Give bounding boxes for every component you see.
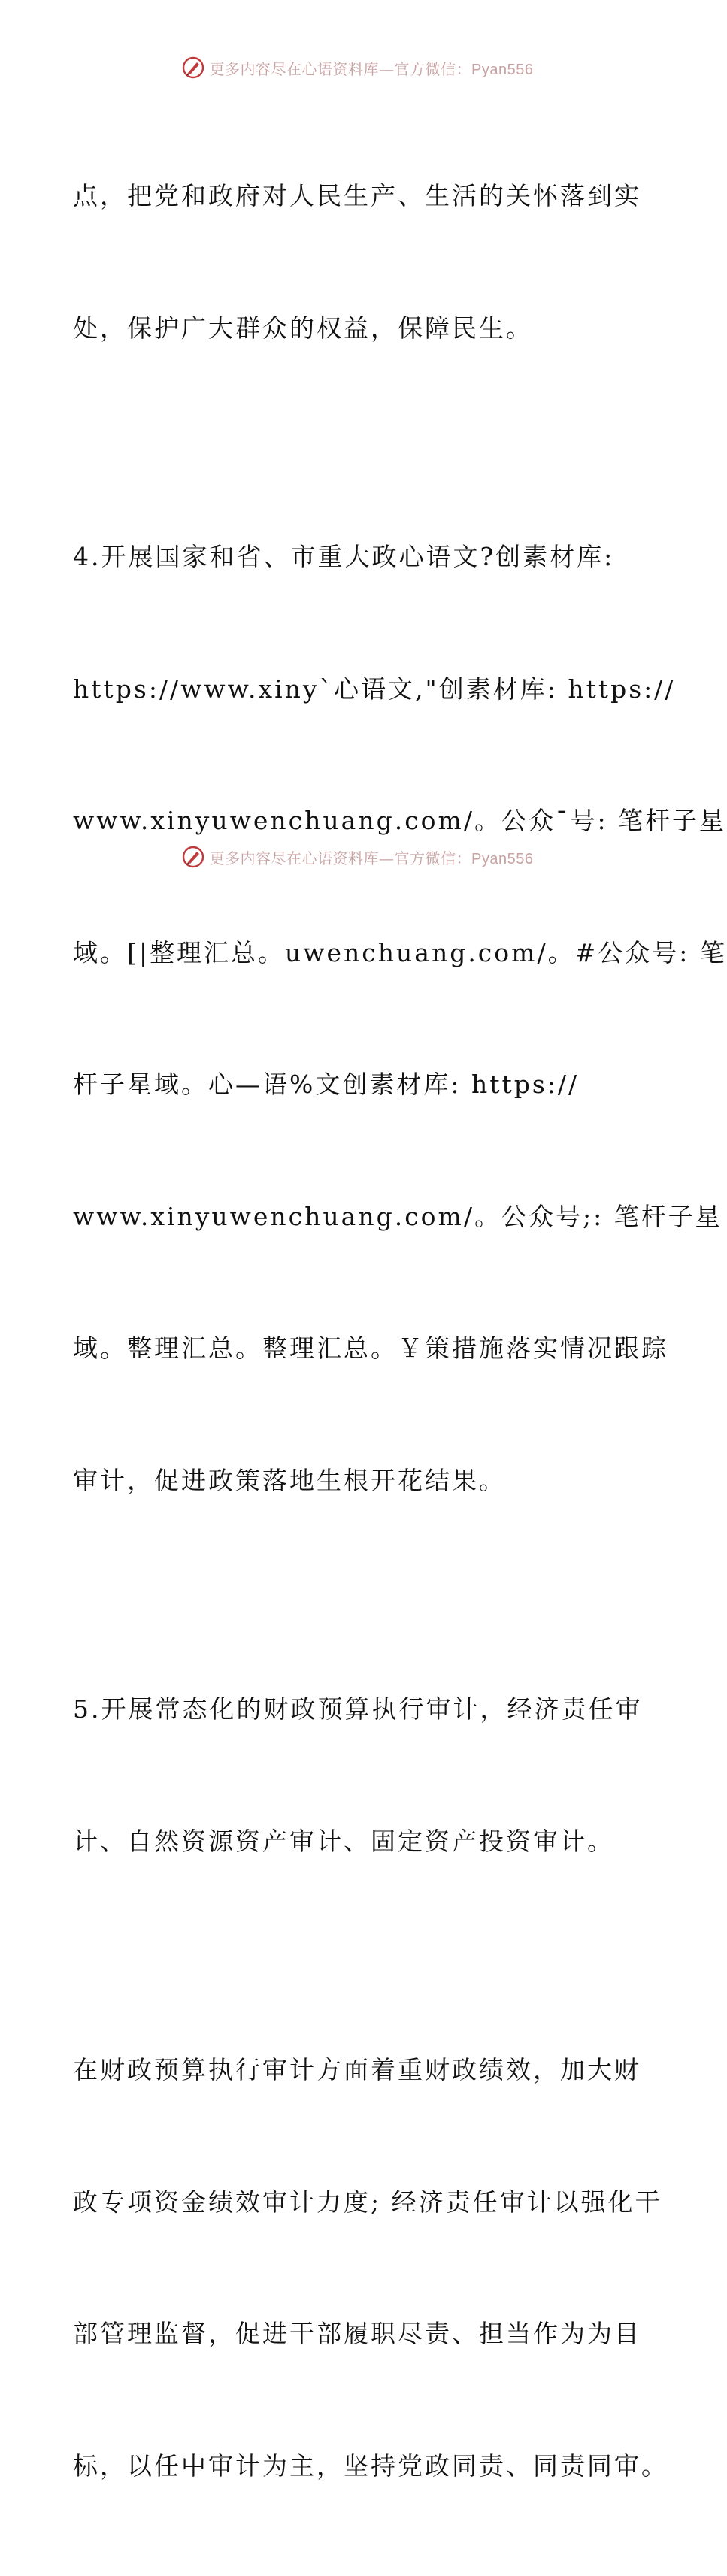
text-line: 点，把党和政府对人民生产、生活的关怀落到实 bbox=[73, 181, 641, 210]
paragraph-item-4 bbox=[73, 447, 727, 1591]
paragraph-item-5 bbox=[73, 1600, 644, 1951]
text-line: 政专项资金绩效审计力度; 经济责任审计以强化干 bbox=[73, 2187, 662, 2217]
footer-watermark bbox=[0, 842, 714, 872]
watermark-text bbox=[210, 57, 534, 79]
header-watermark bbox=[0, 53, 714, 83]
watermark-handle: Pyan556 bbox=[471, 61, 534, 78]
text-line: 计、自然资源资产审计、固定资产投资审计。 bbox=[73, 1826, 614, 1856]
text-line: 4.开展国家和省、市重大政心语文?创素材库: bbox=[73, 542, 615, 571]
text-line: 标，以任中审计为主，坚持党政同责、同责同审。 bbox=[73, 2450, 668, 2481]
text-line: 在财政预算执行审计方面着重财政绩效，加大财 bbox=[73, 2055, 641, 2084]
watermark-label: 更多内容尽在心语资料库—官方微信： bbox=[209, 59, 472, 78]
text-line: 域。[|整理汇总。uwenchuang.com/。#公众号: 笔 bbox=[73, 937, 727, 967]
text-line: 域。整理汇总。整理汇总。￥策措施落实情况跟踪 bbox=[73, 1333, 668, 1363]
paragraph-budget-audit bbox=[73, 1960, 668, 2576]
text-line: 5.开展常态化的财政预算执行审计，经济责任审 bbox=[73, 1694, 643, 1724]
text-line: www.xinyuwenchuang.com/。公众号;: 笔杆子星 bbox=[73, 1201, 722, 1231]
text-line: www.xinyuwenchuang.com/。公众¯号: 笔杆子星 bbox=[73, 806, 727, 835]
text-line: 杆子星域。心—语%文创素材库: https:// bbox=[73, 1070, 580, 1099]
watermark-text bbox=[210, 846, 534, 868]
watermark-label: 更多内容尽在心语资料库—官方微信： bbox=[209, 849, 472, 867]
text-line: 处，保护广大群众的权益，保障民生。 bbox=[73, 313, 533, 343]
text-line: 审计，促进政策落地生根开花结果。 bbox=[73, 1465, 506, 1495]
document-body bbox=[73, 86, 727, 2576]
paragraph-continuation bbox=[73, 86, 644, 438]
pen-logo-icon bbox=[181, 56, 205, 80]
pen-logo-icon bbox=[181, 845, 205, 869]
text-line: 部管理监督，促进干部履职尽责、担当作为为目 bbox=[73, 2319, 641, 2348]
watermark-handle: Pyan556 bbox=[471, 850, 534, 867]
text-line: https://www.xiny`心语文,"创素材库: https:// bbox=[73, 674, 676, 704]
